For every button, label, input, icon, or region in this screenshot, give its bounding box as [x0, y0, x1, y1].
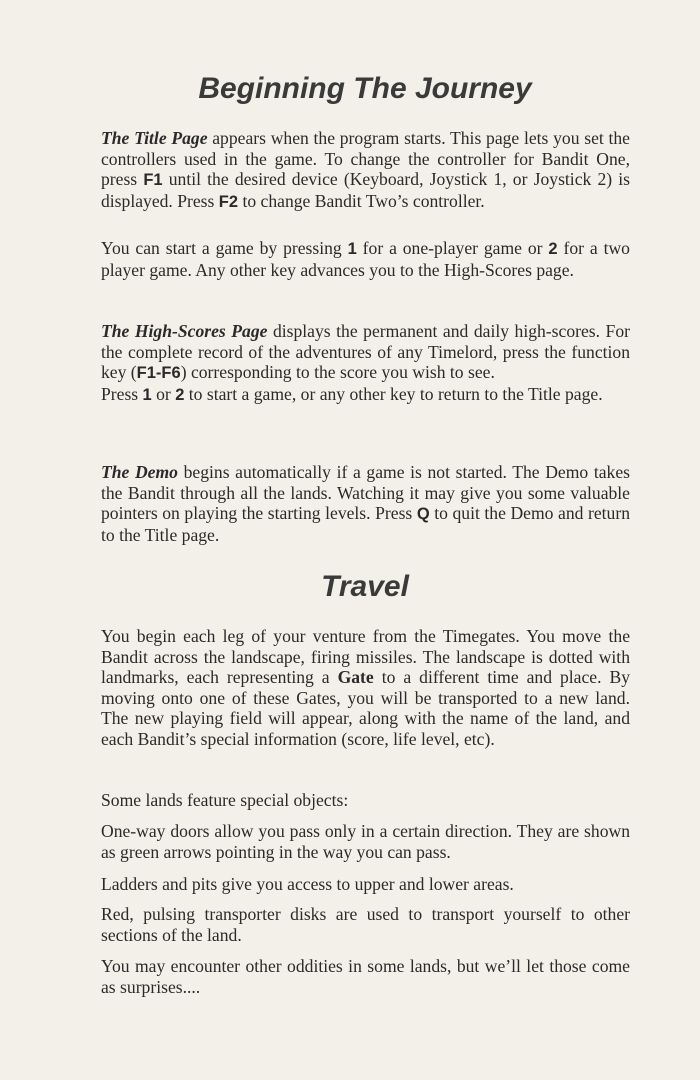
- key-2: 2: [175, 385, 185, 404]
- text: appears when the program starts. This page lets you set the controllers used in the game. To change the controller for Bandit One, press: [101, 128, 630, 190]
- text: for a one-player game or: [356, 238, 549, 258]
- text: ) corresponding to the score you wish to see.: [180, 362, 495, 383]
- paragraph-special-objects: Some lands feature special objects:: [101, 790, 349, 810]
- key-1: 1: [347, 240, 357, 258]
- paragraph-transporter-disks: Red, pulsing transporter disks are used to transport yourself to other sections of the land.: [101, 904, 630, 945]
- section-title-travel: Travel: [321, 570, 409, 603]
- text: displays the permanent and daily high-scores. For the complete record of the adventures of any Timelord, press the function key (: [101, 321, 630, 383]
- text: to change Bandit Two’s controller.: [238, 190, 485, 211]
- text: until the desired device (Keyboard, Joystick 1, or Joystick 2) is displayed. Press: [101, 169, 631, 211]
- text: to start a game, or any other key to return to the Title page.: [184, 383, 603, 404]
- lead-demo: The Demo: [101, 462, 178, 482]
- paragraph-demo: [101, 462, 630, 545]
- text: You begin each leg of your venture from the Timegates. You move the Bandit across the landscape, firing missiles. The landscape is dotted with landmarks, each representing a: [101, 626, 630, 688]
- paragraph-one-way-doors: One-way doors allow you pass only in a certain direction. They are shown as green arrows pointing in the way you can pass.: [101, 821, 630, 862]
- paragraph-high-scores: [101, 321, 630, 405]
- paragraph-title-page: [101, 128, 630, 212]
- text: You can start a game by pressing: [101, 238, 348, 258]
- key-q: Q: [416, 505, 430, 524]
- key-f2: F2: [218, 192, 239, 211]
- text: Press: [101, 383, 143, 404]
- lead-title-page: The Title Page: [101, 128, 208, 148]
- paragraph-oddities: You may encounter other oddities in some lands, but we’ll let those come as surprises....: [101, 956, 630, 997]
- text: or: [151, 383, 176, 404]
- text: to a different time and place. By moving onto one of these Gates, you will be transported to a new land. The new playing field will appear, along with the name of the land, and each Bandit’s special information (score, life level, etc).: [101, 667, 630, 749]
- lead-high-scores: The High-Scores Page: [101, 321, 268, 341]
- paragraph-start-game: [101, 238, 630, 280]
- gate-term: Gate: [337, 667, 374, 688]
- text: begins automatically if a game is not started. The Demo takes the Bandit through all the lands. Watching it may give you some valuable pointers on playing the starting levels. Press: [101, 462, 630, 524]
- key-f1: F1: [143, 171, 163, 190]
- text: to quit the Demo and return to the Title page.: [101, 503, 630, 545]
- key-2: 2: [548, 240, 558, 258]
- paragraph-travel-intro: [101, 626, 630, 750]
- section-title-beginning: Beginning The Journey: [198, 72, 532, 105]
- key-1: 1: [142, 385, 152, 404]
- paragraph-ladders: Ladders and pits give you access to upper and lower areas.: [101, 874, 514, 894]
- key-f1-f6: F1-F6: [136, 364, 181, 383]
- text: for a two player game. Any other key advances you to the High-Scores page.: [101, 238, 630, 280]
